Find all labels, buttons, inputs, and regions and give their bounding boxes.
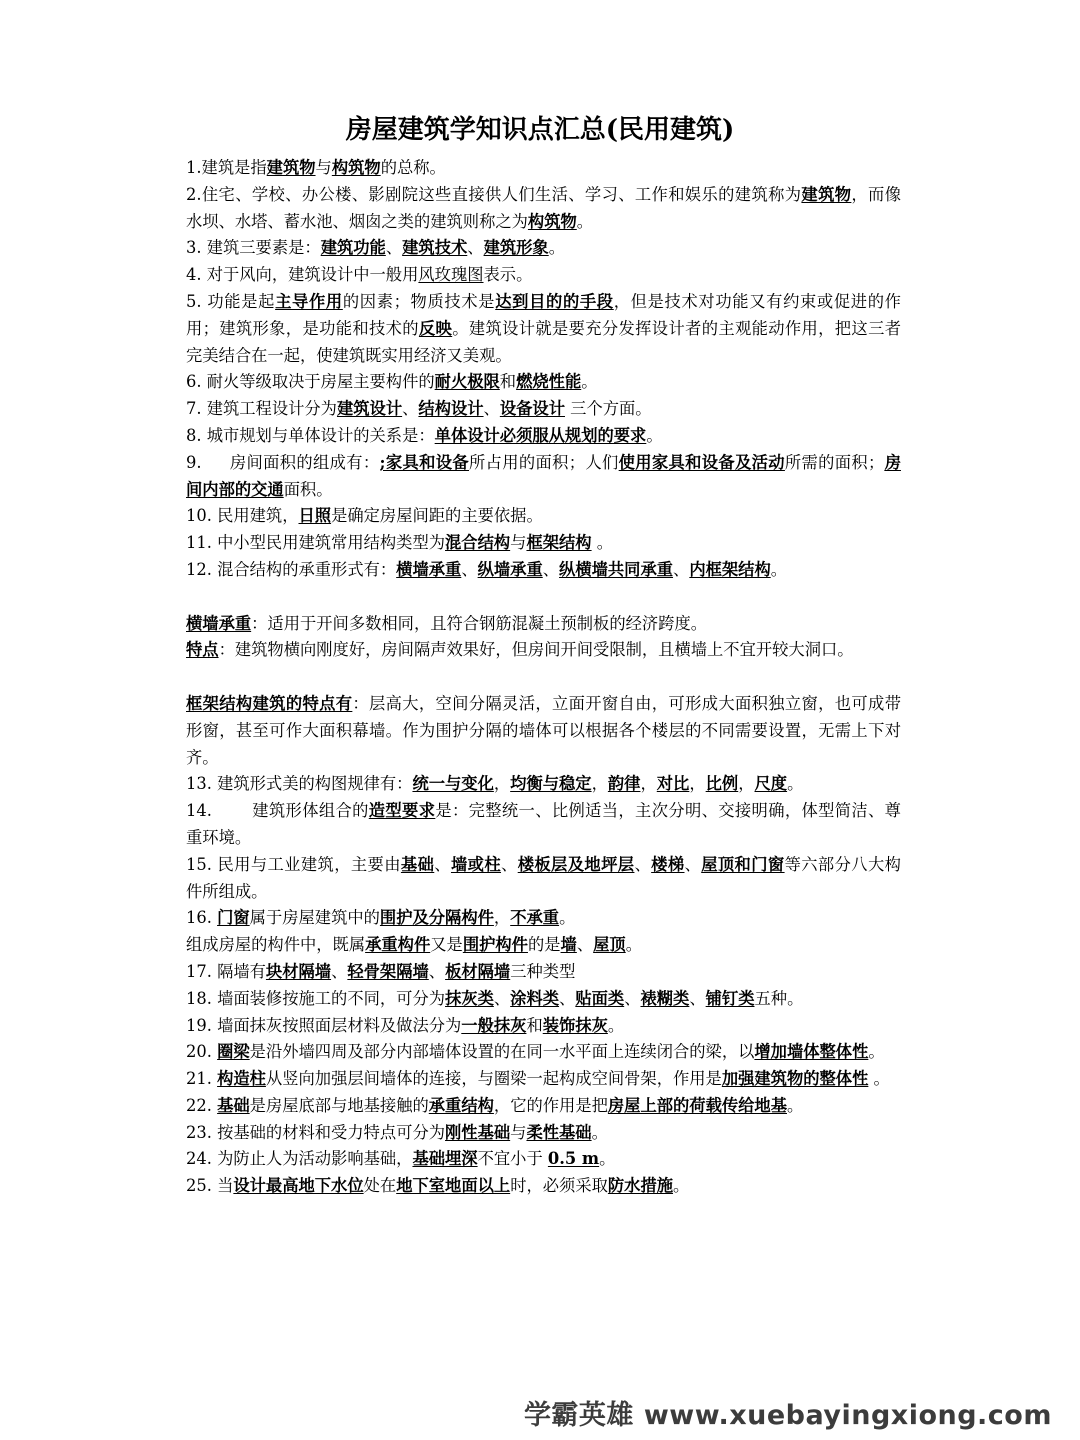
paragraph-p3 <box>186 235 901 262</box>
text-run: 。 <box>581 372 598 392</box>
key-term: 韵律 <box>607 774 641 794</box>
key-term: 特点 <box>186 640 219 660</box>
text-run: 13. 建筑形式美的构图规律有： <box>186 774 413 794</box>
key-term: 0.5 m <box>547 1149 600 1169</box>
key-term: 防水措施 <box>607 1176 674 1196</box>
text-run: 、 <box>689 988 706 1008</box>
key-term: 承重构件 <box>365 935 431 955</box>
key-term: 框架结构 <box>526 533 592 553</box>
text-run: 。 <box>599 1149 616 1169</box>
text-run: 所需的面积； <box>784 452 885 472</box>
text-run: 。 <box>591 533 614 553</box>
text-run: ， <box>640 774 657 794</box>
text-run: 。 <box>625 935 643 955</box>
text-run: 23. 按基础的材料和受力特点可分为 <box>186 1122 446 1142</box>
text-run: 时，必须采取 <box>510 1176 608 1196</box>
text-run: 5. 功能是起 <box>186 291 276 311</box>
text-run: 建筑形体组合的 <box>251 801 369 821</box>
text-run: 与 <box>315 158 332 177</box>
key-term: 房屋上部的荷载传给地基 <box>607 1095 787 1115</box>
text-run: ，它的作用是把 <box>493 1095 608 1115</box>
paragraph-p24 <box>186 1039 901 1066</box>
key-term: 尺度 <box>754 774 788 794</box>
key-term: 建筑设计 <box>336 399 403 419</box>
text-run: 。 <box>787 1095 804 1115</box>
key-term: 围护构件 <box>462 935 528 955</box>
text-run: 和 <box>526 1015 543 1035</box>
text-run: 17. 隔墙有 <box>186 961 266 981</box>
key-term: 构造柱 <box>217 1069 266 1089</box>
text-run: 、 <box>402 399 419 419</box>
text-run: 、 <box>434 854 451 874</box>
key-term: 不承重 <box>510 908 560 928</box>
key-term: 横墙承重 <box>396 559 462 579</box>
key-term: 地下室地面以上 <box>396 1176 511 1196</box>
paragraph-p12 <box>186 557 901 584</box>
paragraph-p7 <box>186 396 901 423</box>
text-run: 、 <box>559 988 576 1008</box>
text-run: 与 <box>510 1122 527 1142</box>
text-run: 。 <box>559 908 576 928</box>
key-term: 耐火极限 <box>434 372 500 392</box>
text-run: 房间面积的组成有： <box>229 452 380 472</box>
paragraph-p15 <box>186 691 901 771</box>
key-term: 纵横墙共同承重 <box>559 559 674 579</box>
text-run: 。 <box>673 1176 690 1196</box>
key-term: ;家具和设备 <box>379 452 470 472</box>
paragraph-p27 <box>186 1120 901 1147</box>
key-term: 增加墙体整体性 <box>754 1042 869 1062</box>
key-term: 使用家具和设备及活动 <box>618 452 785 472</box>
key-term: 设计最高地下水位 <box>233 1176 364 1196</box>
key-term: 房间内部的交通 <box>186 452 901 499</box>
key-term: 板材隔墙 <box>445 961 511 981</box>
watermark-footer <box>524 1393 1052 1432</box>
key-term: 屋顶和门窗 <box>701 854 785 874</box>
text-run: 、 <box>673 559 690 579</box>
watermark-brand: 学霸英雄 <box>523 1400 634 1431</box>
text-run: 。 <box>868 1069 890 1089</box>
text-run: 、 <box>331 961 348 981</box>
text-run: 。 <box>607 1015 625 1035</box>
text-run: 16. <box>186 908 218 928</box>
text-run: 15. 民用与工业建筑，主要由 <box>186 854 401 874</box>
key-term: 墙 <box>560 935 577 955</box>
paragraph-p11 <box>186 530 901 557</box>
text-run: 8. 城市规划与单体设计的关系是： <box>186 425 435 445</box>
text-run: ， <box>738 774 755 794</box>
key-term: 涂料类 <box>510 988 560 1008</box>
text-run: 、 <box>483 399 500 419</box>
text-run: 是确定房屋间距的主要依据。 <box>331 506 543 526</box>
text-run: 、 <box>634 854 652 874</box>
key-term: 风玫瑰图 <box>418 265 484 285</box>
paragraph-p26 <box>186 1093 901 1120</box>
key-term: 建筑功能 <box>320 238 386 258</box>
key-term: 单体设计必须服从规划的要求 <box>434 425 647 445</box>
key-term: 柔性基础 <box>526 1122 592 1142</box>
text-run: 24. 为防止人为活动影响基础， <box>186 1149 413 1169</box>
text-run: ， <box>493 774 511 794</box>
paragraph-p28 <box>186 1146 901 1173</box>
text-run: 6. 耐火等级取决于房屋主要构件的 <box>186 372 435 392</box>
text-run: 10. 民用建筑， <box>186 506 299 526</box>
text-run: 处在 <box>363 1176 397 1196</box>
text-run: 21. <box>186 1069 218 1089</box>
paragraph-p14 <box>186 637 901 664</box>
text-run: 等六部分八大构件所组成。 <box>186 854 901 901</box>
text-run: 又是 <box>430 935 463 955</box>
key-term: 纵墙承重 <box>477 559 543 579</box>
paragraph-p1 <box>186 155 901 182</box>
key-term: 裱糊类 <box>640 988 690 1008</box>
paragraph-p13 <box>186 611 901 638</box>
key-term: 建筑形象 <box>483 238 549 258</box>
text-run: 是：完整统一、比例适当，主次分明、交接明确，体型简洁、尊重环境。 <box>186 801 901 847</box>
paragraph-p2 <box>186 182 901 236</box>
document-body <box>186 155 901 1200</box>
key-term: 主导作用 <box>275 291 343 311</box>
key-term: 墙或柱 <box>450 854 502 874</box>
text-run: 4. 对于风向，建筑设计中一般用 <box>186 265 419 285</box>
key-term: 建筑物 <box>801 184 852 204</box>
text-run: 组成房屋的构件中，既属 <box>186 935 366 955</box>
key-term: 块材隔墙 <box>265 961 332 981</box>
paragraph-p25 <box>186 1066 901 1093</box>
key-term: 基础埋深 <box>412 1149 478 1169</box>
text-run: 。 <box>576 211 594 231</box>
text-run: 14. <box>186 801 212 821</box>
key-term: 楼梯 <box>651 854 685 874</box>
key-term: 对比 <box>656 774 690 794</box>
key-term: 围护及分隔构件 <box>379 908 494 928</box>
text-run: ， <box>689 774 706 794</box>
key-term: 构筑物 <box>331 158 381 177</box>
text-run: 25. 当 <box>186 1176 234 1196</box>
text-run: 20. <box>186 1042 218 1062</box>
text-run: 、 <box>684 854 702 874</box>
text-run: 7. 建筑工程设计分为 <box>186 399 337 419</box>
text-run: 是沿外墙四周及部分内部墙体设置的在同一水平面上连续闭合的梁，以 <box>249 1042 755 1062</box>
key-term: 铺钉类 <box>705 988 755 1008</box>
text-run: 、 <box>428 961 446 981</box>
key-term: 装饰抹灰 <box>542 1015 608 1035</box>
text-run: 2.住宅、学校、办公楼、影剧院这些直接供人们生活、学习、工作和娱乐的建筑称为 <box>186 184 802 204</box>
text-run: 三个方面。 <box>564 399 652 419</box>
text-run: 。 <box>591 1122 608 1142</box>
key-term: 统一与变化 <box>412 774 494 794</box>
key-term: 反映 <box>418 318 453 338</box>
text-run: 的因素；物质技术是 <box>342 291 496 311</box>
text-run: 、 <box>493 988 511 1008</box>
paragraph-p8 <box>186 423 901 450</box>
text-run: 的是 <box>527 935 561 955</box>
text-run: 、 <box>624 988 641 1008</box>
text-run: 面积。 <box>283 479 333 499</box>
text-run: 、 <box>467 238 484 258</box>
key-term: 一般抹灰 <box>461 1015 527 1035</box>
paragraph-p18 <box>186 852 901 906</box>
text-run: 。建筑设计就是要充分发挥设计者的主观能动作用，把这三者完美结合在一起，使建筑既实用经济又美观。 <box>186 318 901 365</box>
text-run: 不宜小于 <box>477 1149 548 1169</box>
text-run: 、 <box>501 854 518 874</box>
key-term: 混合结构 <box>445 533 511 553</box>
key-term: 门窗 <box>217 908 250 928</box>
text-run: 3. 建筑三要素是： <box>186 238 321 258</box>
text-run: 22. <box>186 1095 218 1115</box>
text-run: ， <box>493 908 511 928</box>
text-run: 三种类型 <box>510 961 576 981</box>
key-term: 楼板层及地坪层 <box>517 854 635 874</box>
document-title: 房屋建筑学知识点汇总(民用建筑) <box>345 115 735 145</box>
text-run: 属于房屋建筑中的 <box>249 908 380 928</box>
text-run: 。 <box>548 238 565 258</box>
key-term: 承重结构 <box>428 1095 494 1115</box>
text-run: 、 <box>542 559 560 579</box>
text-run: 五种。 <box>754 988 804 1008</box>
text-run: ，但是技术对功能又有约束或促进的作用；建筑形象，是功能和技术的 <box>186 291 901 338</box>
key-term: 均衡与稳定 <box>510 774 592 794</box>
paragraph-p17 <box>186 798 901 852</box>
paragraph-p29 <box>186 1173 901 1200</box>
blank-line <box>186 664 901 691</box>
text-run: 、 <box>461 559 478 579</box>
text-run: 11. 中小型民用建筑常用结构类型为 <box>186 533 446 553</box>
key-term: 建筑技术 <box>402 238 468 258</box>
text-run: 。 <box>770 559 788 579</box>
key-term: 比例 <box>705 774 739 794</box>
text-run: 18. 墙面装修按施工的不同，可分为 <box>186 988 446 1008</box>
text-run: 。 <box>868 1042 885 1062</box>
text-run: ：层高大，空间分隔灵活，立面开窗自由，可形成大面积独立窗，也可成带形窗，甚至可作大面积幕墙。作为围护分隔的墙体可以根据各个楼层的不同需要设置，无需上下对齐。 <box>186 693 901 767</box>
key-term: 横墙承重 <box>186 613 252 633</box>
paragraph-p4 <box>186 262 901 289</box>
text-run: 和 <box>499 372 517 392</box>
text-run: 12. 混合结构的承重形式有： <box>186 559 397 579</box>
key-term: 构筑物 <box>527 211 577 231</box>
text-run: 从竖向加强层间墙体的连接，与圈梁一起构成空间骨架，作用是 <box>265 1069 722 1089</box>
key-term: 结构设计 <box>418 399 484 419</box>
paragraph-p23 <box>186 1013 901 1040</box>
text-run: 、 <box>576 935 594 955</box>
key-term: 日照 <box>298 506 332 526</box>
key-term: 加强建筑物的整体性 <box>721 1069 869 1089</box>
key-term: 贴面类 <box>575 988 625 1008</box>
blank-line <box>186 584 901 611</box>
key-term: 圈梁 <box>217 1042 250 1062</box>
text-run: ，而像水坝、水塔、蓄水池、烟囱之类的建筑则称之为 <box>186 184 901 231</box>
text-run: 。 <box>646 425 663 445</box>
text-run: 19. 墙面抹灰按照面层材料及做法分为 <box>186 1015 462 1035</box>
text-run: 与 <box>510 533 527 553</box>
text-run: ， <box>591 774 608 794</box>
text-run: 。 <box>787 774 804 794</box>
watermark-url: www.xuebayingxiong.com <box>643 1400 1052 1431</box>
key-term: 造型要求 <box>368 801 436 821</box>
key-term: 燃烧性能 <box>516 372 582 392</box>
text-run: ：适用于开间多数相同，且符合钢筋混凝土预制板的经济跨度。 <box>251 613 708 633</box>
key-term: 建筑物 <box>266 158 316 177</box>
paragraph-p21 <box>186 959 901 986</box>
text-run: 1.建筑是指 <box>186 158 267 177</box>
key-term: 刚性基础 <box>445 1122 511 1142</box>
key-term: 屋顶 <box>593 935 626 955</box>
key-term: 达到目的的手段 <box>495 291 614 311</box>
key-term: 基础 <box>217 1095 250 1115</box>
text-run: 9. <box>186 452 202 472</box>
text-run: 、 <box>385 238 403 258</box>
paragraph-p16 <box>186 771 901 798</box>
text-run: 表示。 <box>483 265 533 285</box>
key-term: 基础 <box>400 854 435 874</box>
paragraph-p10 <box>186 503 901 530</box>
text-run: ：建筑物横向刚度好，房间隔声效果好，但房间开间受限制，且横墙上不宜开较大洞口。 <box>218 640 854 660</box>
key-term: 抹灰类 <box>445 988 494 1008</box>
paragraph-p19 <box>186 905 901 932</box>
text-run: 的总称。 <box>380 158 446 177</box>
key-term: 内框架结构 <box>689 559 771 579</box>
paragraph-p6 <box>186 369 901 396</box>
paragraph-p22 <box>186 986 901 1013</box>
paragraph-p5 <box>186 289 901 369</box>
paragraph-p20 <box>186 932 901 959</box>
key-term: 设备设计 <box>499 399 565 419</box>
key-term: 框架结构建筑的特点有 <box>186 693 353 713</box>
key-term: 轻骨架隔墙 <box>347 961 429 981</box>
text-run: 是房屋底部与地基接触的 <box>249 1095 429 1115</box>
paragraph-p9 <box>186 450 901 504</box>
text-run: 所占用的面积；人们 <box>469 452 619 472</box>
